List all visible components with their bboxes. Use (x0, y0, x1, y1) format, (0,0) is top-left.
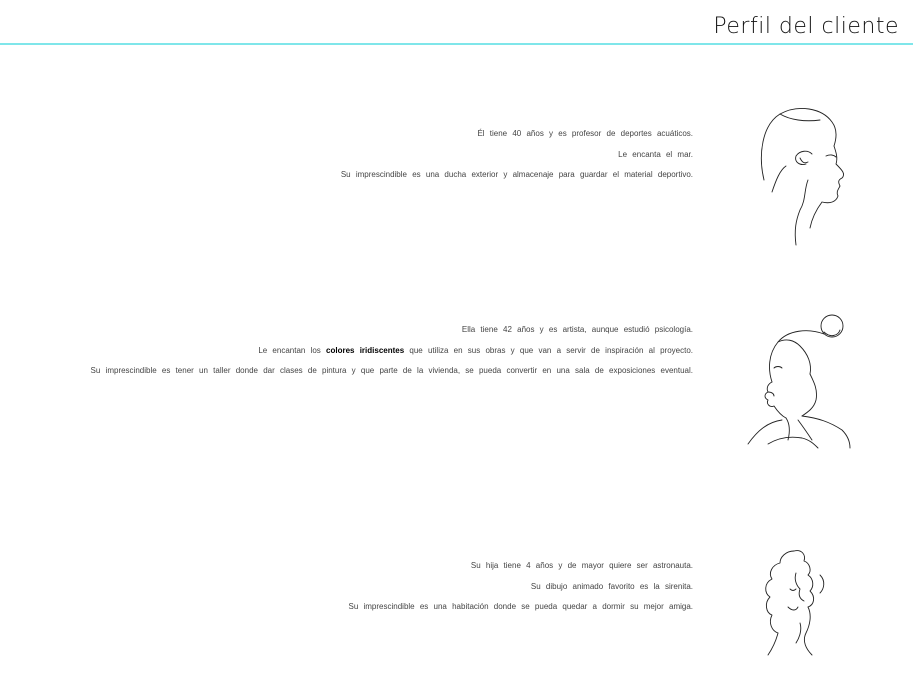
profile-text: Él tiene 40 años y es profesor de deportes acuáticos. (477, 129, 693, 138)
profile-line (348, 556, 693, 577)
profile-line (91, 341, 693, 362)
profile-line (348, 597, 693, 618)
woman-bun-profile-line-drawing-icon (738, 308, 878, 453)
profile-line (91, 361, 693, 382)
profile-text: Su imprescindible es tener un taller donde dar clases de pintura y que parte de la vivienda, se pueda convertir en una sala de exposiciones eventual. (90, 366, 693, 375)
profile-line (348, 577, 693, 598)
highlight-text: colores iridiscentes (326, 345, 405, 355)
profile-text: Su imprescindible es una habitación donde se pueda quedar a dormir su mejor amiga. (348, 602, 693, 611)
profile-line (341, 145, 693, 166)
profile-text: Ella tiene 42 años y es artista, aunque estudió psicología. (461, 325, 693, 334)
page-title: Perfil del cliente (713, 14, 899, 39)
profile-daughter-text (348, 556, 693, 618)
profile-text: Su hija tiene 4 años y de mayor quiere ser astronauta. (470, 561, 693, 570)
profile-text: Le encantan los (258, 345, 327, 355)
profile-line (341, 165, 693, 186)
man-profile-line-drawing-icon (750, 100, 860, 250)
profile-text: Le encanta el mar. (618, 149, 693, 159)
title-divider (0, 43, 913, 45)
profile-line (91, 320, 693, 341)
profile-mother-text (91, 320, 693, 382)
profile-text: Su dibujo animado favorito es la sirenita. (530, 581, 693, 591)
profile-text: Su imprescindible es una ducha exterior y almacenaje para guardar el material deportivo. (340, 170, 693, 179)
girl-curly-hair-line-drawing-icon (740, 545, 840, 665)
profile-text: que utiliza en sus obras y que van a servir de inspiración al proyecto. (404, 345, 693, 355)
profile-line (341, 124, 693, 145)
profile-father-text (341, 124, 693, 186)
